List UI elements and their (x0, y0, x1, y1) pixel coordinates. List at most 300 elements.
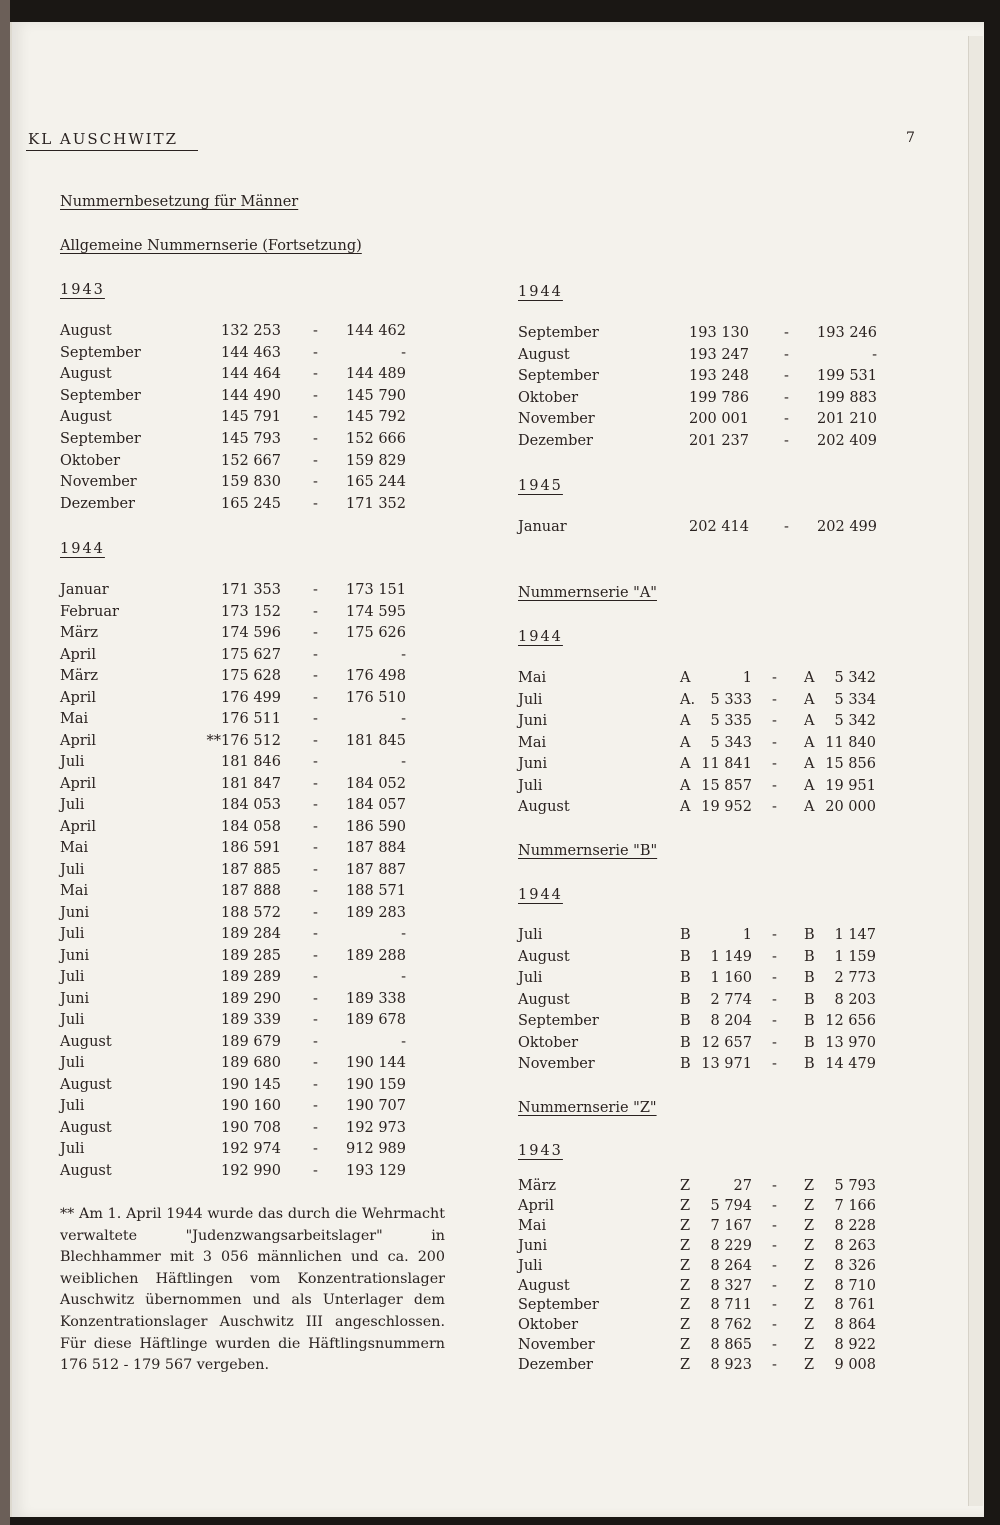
number-from-cell: 8 264 (710, 1257, 752, 1274)
number-to-cell: 19 951 (825, 777, 876, 794)
number-to-cell: 12 656 (825, 1013, 876, 1029)
range-dash: - (772, 991, 777, 1008)
range-dash: - (313, 582, 318, 598)
number-from-cell: 144 464 (221, 366, 281, 383)
number-from-cell: 8 229 (710, 1237, 752, 1254)
month-cell: November (518, 411, 595, 428)
number-to-cell: 5 334 (834, 691, 876, 708)
month-cell: August (518, 948, 570, 965)
number-from-cell: 2 774 (710, 991, 752, 1008)
month-cell: Juni (518, 1237, 548, 1254)
number-from-cell: 8 865 (710, 1337, 752, 1354)
month-cell: Juli (60, 1012, 85, 1028)
table-row (0, 756, 1000, 778)
month-cell: Juli (60, 797, 85, 813)
series-prefix: B (804, 927, 815, 943)
number-to-cell: 14 479 (825, 1056, 876, 1072)
table-row (0, 325, 1000, 347)
number-to-cell: 188 571 (346, 883, 406, 899)
range-dash: - (313, 668, 318, 684)
table-row (0, 992, 1000, 1014)
number-to-cell: 199 531 (817, 368, 877, 385)
month-cell: August (60, 1162, 112, 1179)
table-row (0, 1337, 1000, 1359)
number-to-cell: 5 342 (834, 713, 876, 729)
number-from-cell: 15 857 (701, 777, 752, 794)
month-cell: Juli (518, 777, 543, 794)
series-prefix: Z (804, 1317, 815, 1334)
number-from-cell: 145 793 (221, 431, 281, 447)
number-to-cell: 8 228 (834, 1217, 876, 1234)
number-to-cell: 189 678 (346, 1012, 406, 1028)
table-row (0, 411, 1000, 433)
number-from-cell: 187 888 (221, 883, 281, 899)
range-dash: - (313, 1012, 318, 1028)
range-dash: - (313, 366, 318, 383)
range-dash: - (772, 1357, 777, 1374)
table-row (0, 1357, 1000, 1379)
table-row (0, 453, 1000, 475)
range-dash: - (313, 431, 318, 447)
number-to-cell: - (401, 926, 406, 942)
table-row (0, 949, 1000, 971)
month-cell: Juli (60, 969, 85, 985)
table-row (0, 387, 1000, 412)
series-prefix: Z (680, 1197, 691, 1214)
number-to-cell: 1 147 (834, 927, 876, 943)
range-dash: - (313, 904, 318, 921)
month-cell: März (60, 625, 99, 641)
number-from-cell: 192 974 (221, 1141, 281, 1157)
table-row (0, 368, 1000, 390)
table-row (0, 1120, 1000, 1142)
range-dash: - (772, 1056, 777, 1072)
footnote: ** Am 1. April 1944 wurde das durch die Wehrmacht verwaltete "Judenzwangsarbeitslager" in Blechhammer mit 3 056 männlichen und ca. 200 weiblichen Häftlingen vom Konzentrationslager Auschwitz übernommen und als Unterlager dem Konzentrationslager Auschwitz III angeschlossen. Für diese Häftlinge wurden die Häftlingsnummern 176 512 - 179 567 vergeben. (60, 1206, 445, 1374)
month-cell: März (60, 668, 99, 684)
table-row (0, 927, 1000, 949)
range-dash: - (784, 325, 789, 341)
number-from-cell: 176 499 (221, 689, 281, 706)
number-to-cell: 13 970 (825, 1034, 876, 1051)
number-to-cell: - (401, 711, 406, 727)
table-row (0, 1297, 1000, 1319)
number-to-cell: 912 989 (346, 1141, 406, 1157)
range-dash: - (313, 1141, 318, 1157)
number-to-cell: 173 151 (346, 582, 406, 598)
header-rule (26, 150, 198, 151)
number-from-cell: 184 058 (221, 818, 281, 835)
month-cell: Oktober (518, 389, 579, 406)
range-dash: - (772, 1197, 777, 1214)
number-to-cell: 187 887 (346, 861, 406, 878)
series-prefix: B (680, 1034, 691, 1051)
number-to-cell: 5 793 (834, 1178, 876, 1194)
range-dash: - (772, 1013, 777, 1029)
table-row (0, 474, 1000, 496)
month-cell: August (60, 1076, 112, 1093)
table-row (0, 1178, 1000, 1200)
month-cell: Juli (518, 1257, 543, 1274)
number-to-cell: 8 864 (834, 1317, 876, 1334)
range-dash: - (772, 713, 777, 729)
series-prefix: Z (680, 1317, 691, 1334)
range-dash: - (313, 861, 318, 878)
month-cell: April (60, 646, 96, 663)
range-dash: - (313, 990, 318, 1007)
series-prefix: A (804, 670, 815, 686)
number-from-cell: 173 152 (221, 603, 281, 620)
month-cell: Juli (518, 970, 543, 986)
table-row (0, 819, 1000, 841)
month-cell: Oktober (518, 1317, 579, 1334)
series-prefix: B (680, 991, 691, 1008)
number-from-cell: 1 160 (710, 970, 752, 986)
number-from-cell: 189 679 (221, 1033, 281, 1050)
series-prefix: A (680, 799, 691, 815)
range-dash: - (772, 1317, 777, 1334)
month-cell: November (60, 474, 137, 491)
number-from-cell: 193 130 (689, 325, 749, 341)
range-dash: - (772, 1217, 777, 1234)
table-row (0, 1238, 1000, 1260)
month-cell: April (518, 1197, 554, 1214)
number-to-cell: 174 595 (346, 603, 406, 620)
number-from-cell: 8 762 (710, 1317, 752, 1334)
range-dash: - (313, 387, 318, 404)
month-cell: Dezember (518, 1357, 593, 1374)
number-from-cell: 190 160 (221, 1098, 281, 1114)
year-heading: 1945 (518, 478, 563, 494)
series-prefix: Z (804, 1217, 815, 1234)
year-heading: 1943 (60, 282, 105, 298)
month-cell: Juni (518, 713, 548, 729)
month-cell: Juli (60, 754, 85, 770)
month-cell: Mai (518, 1217, 547, 1234)
month-cell: August (60, 409, 112, 426)
table-row (0, 625, 1000, 647)
number-from-cell: 175 627 (221, 646, 281, 663)
month-cell: Juli (518, 927, 543, 943)
number-to-cell: - (401, 754, 406, 770)
number-from-cell: 5 335 (710, 713, 752, 729)
month-cell: Januar (518, 519, 567, 535)
month-cell: September (518, 325, 599, 341)
month-cell: September (518, 1013, 599, 1029)
series-prefix: Z (804, 1297, 815, 1314)
series-prefix: Z (804, 1197, 815, 1214)
series-prefix: B (804, 1013, 815, 1029)
series-prefix: Z (804, 1178, 815, 1194)
number-from-cell: 171 353 (221, 582, 281, 598)
number-from-cell: 1 149 (710, 948, 752, 965)
table-row (0, 1218, 1000, 1240)
number-from-cell: 189 289 (221, 969, 281, 985)
month-cell: Juli (60, 1055, 85, 1071)
table-row (0, 732, 1000, 757)
number-from-cell: 152 667 (221, 452, 281, 469)
series-prefix: A (804, 777, 815, 794)
number-from-cell: 189 680 (221, 1055, 281, 1071)
range-dash: - (772, 1257, 777, 1274)
table-row (0, 970, 1000, 992)
table-row (0, 344, 1000, 369)
range-dash: - (784, 519, 789, 535)
number-to-cell: 190 159 (346, 1076, 406, 1093)
month-cell: März (518, 1178, 557, 1194)
series-prefix: Z (680, 1217, 691, 1234)
series-prefix: Z (680, 1357, 691, 1374)
number-from-cell: 181 847 (221, 775, 281, 792)
series-prefix: B (804, 970, 815, 986)
month-cell: August (60, 366, 112, 383)
month-cell: Juli (60, 1141, 85, 1157)
number-to-cell: 202 499 (817, 519, 877, 535)
series-prefix: A (680, 777, 691, 794)
series-prefix: A (680, 756, 691, 772)
series-prefix: A (680, 713, 691, 729)
range-dash: - (313, 409, 318, 426)
month-cell: Juli (518, 691, 543, 708)
series-prefix: Z (680, 1178, 691, 1194)
table-row (0, 1141, 1000, 1163)
range-dash: - (772, 1178, 777, 1194)
month-cell: August (60, 323, 112, 339)
month-cell: August (518, 1277, 570, 1294)
range-dash: - (313, 1033, 318, 1050)
range-dash: - (313, 732, 318, 749)
range-dash: - (313, 969, 318, 985)
month-cell: Mai (518, 670, 547, 686)
number-to-cell: 8 710 (834, 1277, 876, 1294)
series-prefix: A (804, 756, 815, 772)
number-from-cell: 174 596 (221, 625, 281, 641)
number-to-cell: 175 626 (346, 625, 406, 641)
number-from-cell: 201 237 (689, 433, 749, 449)
number-to-cell: 193 246 (817, 325, 877, 341)
number-to-cell: 8 326 (834, 1257, 876, 1274)
number-to-cell: 192 973 (346, 1119, 406, 1136)
range-dash: - (772, 756, 777, 772)
series-prefix: B (680, 970, 691, 986)
series-prefix: Z (804, 1257, 815, 1274)
series-prefix: A (804, 734, 815, 751)
number-from-cell: 189 284 (221, 926, 281, 942)
number-from-cell: 8 711 (710, 1297, 752, 1314)
number-from-cell: 190 708 (221, 1119, 281, 1136)
month-cell: September (518, 368, 599, 385)
range-dash: - (784, 368, 789, 385)
month-cell: April (60, 818, 96, 835)
number-from-cell: 186 591 (221, 840, 281, 856)
number-to-cell: 145 792 (346, 409, 406, 426)
range-dash: - (313, 1119, 318, 1136)
series-prefix: B (680, 948, 691, 965)
table-row (0, 582, 1000, 604)
number-to-cell: 152 666 (346, 431, 406, 447)
number-to-cell: 165 244 (346, 474, 406, 491)
number-to-cell: - (401, 969, 406, 985)
number-to-cell: 189 288 (346, 947, 406, 964)
month-cell: April (60, 775, 96, 792)
year-heading: 1944 (518, 629, 563, 645)
number-from-cell: 132 253 (221, 323, 281, 339)
number-from-cell: 8 327 (710, 1277, 752, 1294)
range-dash: - (772, 777, 777, 794)
table-row (0, 670, 1000, 692)
number-to-cell: - (401, 344, 406, 361)
range-dash: - (313, 947, 318, 964)
number-from-cell: 144 463 (221, 344, 281, 361)
number-to-cell: 145 790 (346, 387, 406, 404)
month-cell: November (518, 1337, 595, 1354)
range-dash: - (772, 691, 777, 708)
table-row (0, 883, 1000, 905)
number-from-cell: 199 786 (689, 389, 749, 406)
range-dash: - (772, 927, 777, 943)
number-from-cell: 13 971 (701, 1056, 752, 1072)
series-prefix: Z (680, 1237, 691, 1254)
table-row (0, 1077, 1000, 1099)
month-cell: Mai (60, 883, 89, 899)
number-to-cell: 176 498 (346, 668, 406, 684)
series-prefix: B (804, 948, 815, 965)
series-prefix: Z (680, 1297, 691, 1314)
number-to-cell: 171 352 (346, 495, 406, 512)
range-dash: - (313, 1055, 318, 1071)
number-to-cell: 186 590 (346, 818, 406, 835)
number-from-cell: 165 245 (221, 495, 281, 512)
month-cell: September (60, 387, 141, 404)
number-from-cell: 200 001 (689, 411, 749, 428)
month-cell: September (518, 1297, 599, 1314)
number-to-cell: 193 129 (346, 1162, 406, 1179)
range-dash: - (313, 452, 318, 469)
range-dash: - (772, 1034, 777, 1051)
series-prefix: Z (680, 1277, 691, 1294)
range-dash: - (784, 346, 789, 363)
table-row (0, 647, 1000, 669)
series-prefix: Z (804, 1337, 815, 1354)
number-to-cell: 199 883 (817, 389, 877, 406)
range-dash: - (313, 603, 318, 620)
number-to-cell: 184 057 (346, 797, 406, 813)
month-cell: Oktober (518, 1034, 579, 1051)
number-from-cell: 190 145 (221, 1076, 281, 1093)
number-to-cell: 20 000 (825, 799, 876, 815)
table-row (0, 713, 1000, 735)
month-cell: Juni (518, 756, 548, 772)
month-cell: August (518, 991, 570, 1008)
year-heading: 1944 (60, 541, 105, 557)
number-to-cell: 189 283 (346, 904, 406, 921)
number-to-cell: 5 342 (834, 670, 876, 686)
number-to-cell: 8 263 (834, 1237, 876, 1254)
month-cell: April (60, 732, 96, 749)
table-row (0, 905, 1000, 927)
number-to-cell: 11 840 (825, 734, 876, 751)
number-from-cell: 181 846 (221, 754, 281, 770)
number-to-cell: 201 210 (817, 411, 877, 428)
range-dash: - (313, 754, 318, 770)
series-prefix: Z (804, 1277, 815, 1294)
number-from-cell: 184 053 (221, 797, 281, 813)
number-to-cell: 144 489 (346, 366, 406, 383)
range-dash: - (772, 734, 777, 751)
month-cell: Juni (60, 904, 90, 921)
number-to-cell: 7 166 (834, 1197, 876, 1214)
number-from-cell: 175 628 (221, 668, 281, 684)
number-from-cell: 193 247 (689, 346, 749, 363)
table-row (0, 604, 1000, 626)
range-dash: - (784, 433, 789, 449)
number-to-cell: 190 707 (346, 1098, 406, 1114)
number-from-cell: 188 572 (221, 904, 281, 921)
range-dash: - (772, 1297, 777, 1314)
series-z-title: Nummernserie "Z" (518, 1100, 657, 1116)
number-to-cell: 184 052 (346, 775, 406, 792)
number-to-cell: 8 922 (834, 1337, 876, 1354)
series-prefix: B (804, 1056, 815, 1072)
month-cell: Februar (60, 603, 119, 620)
series-prefix: B (680, 1056, 691, 1072)
year-heading: 1943 (518, 1143, 563, 1159)
number-from-cell: 12 657 (701, 1034, 752, 1051)
number-from-cell: 5 343 (710, 734, 752, 751)
range-dash: - (784, 389, 789, 406)
number-to-cell: 187 884 (346, 840, 406, 856)
table-row (0, 1198, 1000, 1220)
series-a-title: Nummernserie "A" (518, 585, 657, 601)
month-cell: Dezember (518, 433, 593, 449)
number-from-cell: 176 511 (221, 711, 281, 727)
table-row (0, 840, 1000, 862)
number-to-cell: - (401, 1033, 406, 1050)
range-dash: - (313, 323, 318, 339)
range-dash: - (313, 689, 318, 706)
number-to-cell: 159 829 (346, 452, 406, 469)
table-row (0, 689, 1000, 714)
section-subtitle: Allgemeine Nummernserie (Fortsetzung) (60, 238, 362, 254)
number-from-cell: 5 333 (710, 691, 752, 708)
series-prefix: A (804, 691, 815, 708)
number-to-cell: 189 338 (346, 990, 406, 1007)
range-dash: - (313, 775, 318, 792)
number-from-cell: 19 952 (701, 799, 752, 815)
month-cell: August (60, 1033, 112, 1050)
number-from-cell: 192 990 (221, 1162, 281, 1179)
number-from-cell: 189 290 (221, 990, 281, 1007)
range-dash: - (772, 1337, 777, 1354)
month-cell: September (60, 344, 141, 361)
range-dash: - (772, 948, 777, 965)
month-cell: Januar (60, 582, 109, 598)
table-row (0, 1258, 1000, 1280)
number-to-cell: 8 203 (834, 991, 876, 1008)
range-dash: - (772, 1277, 777, 1294)
table-row (0, 1317, 1000, 1339)
number-from-cell: 189 339 (221, 1012, 281, 1028)
number-from-cell: **176 512 (206, 732, 281, 749)
range-dash: - (313, 1076, 318, 1093)
month-cell: November (518, 1056, 595, 1072)
number-from-cell: 1 (742, 927, 752, 943)
table-row (0, 1278, 1000, 1300)
number-from-cell: 27 (733, 1178, 752, 1194)
year-heading: 1944 (518, 284, 563, 300)
table-row (0, 1035, 1000, 1057)
table-row (0, 799, 1000, 821)
series-prefix: B (680, 927, 691, 943)
